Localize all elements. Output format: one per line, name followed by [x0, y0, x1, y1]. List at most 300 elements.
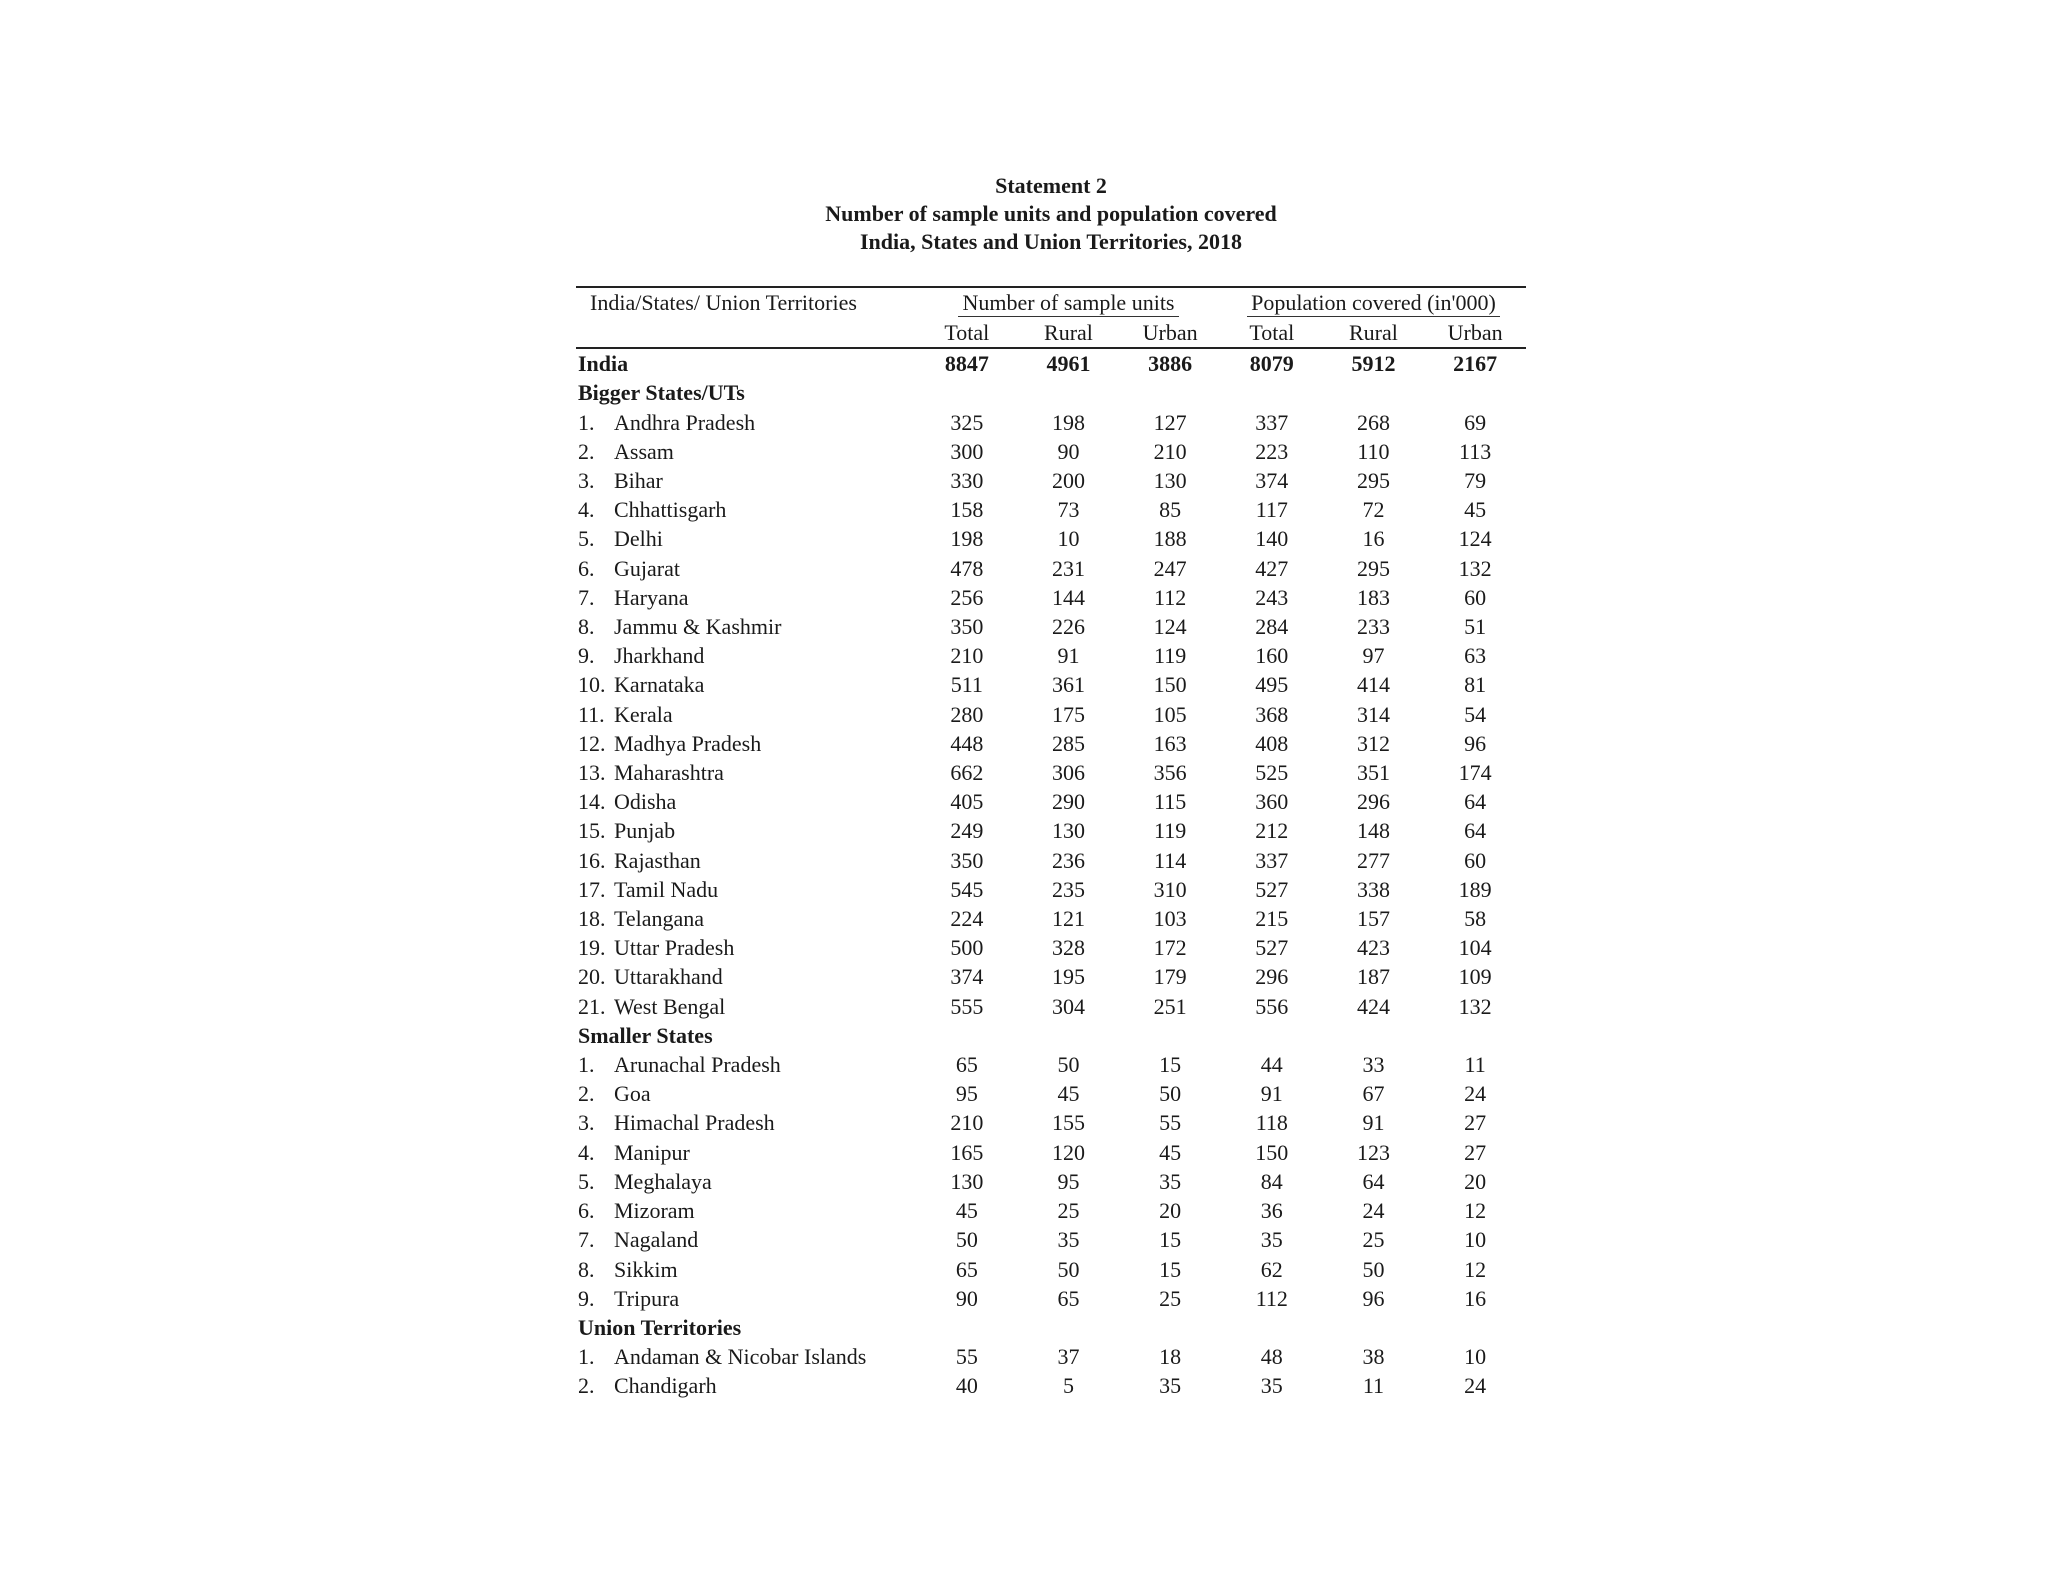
row-name: Delhi	[614, 526, 663, 552]
table-row	[576, 495, 1526, 524]
row-index: 6.	[578, 555, 595, 581]
row-name-cell	[576, 1342, 916, 1371]
row-index: 5.	[578, 526, 595, 552]
cell-pop-total: 360	[1255, 789, 1289, 815]
cell-pop-rural: 295	[1356, 468, 1390, 494]
cell-units-total: 165	[950, 1139, 984, 1165]
cell-units-rural: 236	[1051, 847, 1085, 873]
cell-pop-total: 368	[1255, 701, 1289, 727]
cell-units-urban: 179	[1153, 964, 1187, 990]
cell-pop-total: 215	[1255, 906, 1289, 932]
cell-pop-urban: 12	[1464, 1198, 1487, 1224]
cell-pop-urban: 109	[1458, 964, 1492, 990]
row-index: 2.	[578, 1081, 595, 1107]
cell-units-urban: 172	[1153, 935, 1187, 961]
row-name: Gujarat	[614, 555, 680, 581]
cell-pop-urban: 10	[1464, 1227, 1487, 1253]
table-row	[576, 904, 1526, 933]
cell-units-rural: 328	[1051, 935, 1085, 961]
cell-pop-total: 374	[1255, 468, 1289, 494]
column-header-name: India/States/ Union Territories	[576, 287, 916, 318]
table-row-india	[576, 348, 1526, 378]
column-header-units-urban: Urban	[1119, 318, 1221, 348]
row-name: Jammu & Kashmir	[614, 614, 782, 640]
cell-units-total: 280	[950, 701, 984, 727]
row-name: Jharkhand	[614, 643, 705, 669]
table-row	[576, 437, 1526, 466]
row-name: Uttar Pradesh	[614, 935, 735, 961]
cell-pop-urban: 96	[1464, 730, 1487, 756]
row-name-cell	[576, 904, 916, 933]
cell-pop-urban: 174	[1458, 760, 1492, 786]
section-row	[576, 1021, 1526, 1050]
cell-pop-total: 36	[1260, 1198, 1283, 1224]
cell-pop-total: 408	[1255, 730, 1289, 756]
cell-pop-urban: 124	[1458, 526, 1492, 552]
cell-units-urban: 55	[1159, 1110, 1182, 1136]
cell-pop-urban: 11	[1464, 1052, 1486, 1078]
cell-pop-total: 62	[1260, 1256, 1283, 1282]
row-name-cell	[576, 466, 916, 495]
cell-pop-total: 495	[1255, 672, 1289, 698]
row-index: 4.	[578, 1139, 595, 1165]
row-index: 1.	[578, 409, 595, 435]
row-index: 9.	[578, 1285, 595, 1311]
row-name: Arunachal Pradesh	[614, 1052, 781, 1078]
row-name-cell	[576, 700, 916, 729]
table-row	[576, 875, 1526, 904]
row-index: 2.	[578, 438, 595, 464]
column-header-pop-total: Total	[1221, 318, 1323, 348]
row-name-cell	[576, 729, 916, 758]
column-header-units-rural: Rural	[1018, 318, 1120, 348]
row-name: Goa	[614, 1081, 651, 1107]
table-row	[576, 846, 1526, 875]
cell-pop-urban: 16	[1464, 1285, 1487, 1311]
statement-subtitle: India, States and Union Territories, 2018	[860, 229, 1242, 254]
cell-units-rural: 50	[1057, 1256, 1080, 1282]
cell-units-rural: 90	[1057, 438, 1080, 464]
cell-pop-total: 427	[1255, 555, 1289, 581]
row-index: 11.	[578, 701, 605, 727]
cell-units-rural: 37	[1057, 1344, 1080, 1370]
cell-pop-rural: 277	[1356, 847, 1390, 873]
section-title: Smaller States	[578, 1022, 713, 1048]
cell-units-urban: 25	[1159, 1285, 1182, 1311]
cell-units-total: 90	[955, 1285, 978, 1311]
statement-title: Number of sample units and population covered	[825, 201, 1277, 226]
cell-pop-urban: 45	[1464, 497, 1487, 523]
cell-units-total: 8847	[944, 351, 989, 377]
row-name-cell	[576, 1225, 916, 1254]
cell-units-rural: 25	[1057, 1198, 1080, 1224]
cell-pop-rural: 24	[1362, 1198, 1385, 1224]
row-name: West Bengal	[614, 993, 726, 1019]
cell-pop-rural: 414	[1356, 672, 1390, 698]
cell-pop-rural: 296	[1356, 789, 1390, 815]
row-name-cell	[576, 1284, 916, 1313]
cell-units-rural: 226	[1051, 614, 1085, 640]
cell-pop-rural: 33	[1362, 1052, 1385, 1078]
cell-units-total: 500	[950, 935, 984, 961]
cell-units-rural: 73	[1057, 497, 1080, 523]
header-row-groups	[576, 287, 1526, 318]
row-index: 20.	[578, 964, 606, 990]
cell-units-total: 210	[950, 643, 984, 669]
cell-pop-total: 243	[1255, 584, 1289, 610]
cell-pop-total: 150	[1255, 1139, 1289, 1165]
cell-units-total: 55	[955, 1344, 978, 1370]
cell-units-total: 478	[950, 555, 984, 581]
cell-pop-rural: 314	[1356, 701, 1390, 727]
cell-pop-urban: 10	[1464, 1344, 1487, 1370]
cell-units-urban: 247	[1153, 555, 1187, 581]
row-name: Chhattisgarh	[614, 497, 727, 523]
cell-units-rural: 304	[1051, 993, 1085, 1019]
cell-pop-rural: 187	[1356, 964, 1390, 990]
cell-units-total: 198	[950, 526, 984, 552]
cell-units-urban: 114	[1154, 847, 1187, 873]
row-name-cell	[576, 583, 916, 612]
row-name: Himachal Pradesh	[614, 1110, 775, 1136]
row-index: 18.	[578, 906, 606, 932]
cell-pop-rural: 110	[1357, 438, 1390, 464]
cell-units-total: 545	[950, 876, 984, 902]
row-name-cell	[576, 1255, 916, 1284]
row-name: Assam	[614, 438, 674, 464]
table-row	[576, 1225, 1526, 1254]
cell-pop-urban: 27	[1464, 1110, 1487, 1136]
row-name-cell	[576, 962, 916, 991]
row-index: 7.	[578, 584, 595, 610]
cell-units-rural: 65	[1057, 1285, 1080, 1311]
cell-units-urban: 130	[1153, 468, 1187, 494]
cell-units-total: 511	[950, 672, 983, 698]
cell-units-urban: 35	[1159, 1168, 1182, 1194]
row-name-cell	[576, 1196, 916, 1225]
table-row	[576, 1050, 1526, 1079]
cell-pop-urban: 81	[1464, 672, 1487, 698]
row-name: Uttarakhand	[614, 964, 723, 990]
cell-pop-rural: 157	[1356, 906, 1390, 932]
row-index: 1.	[578, 1344, 595, 1370]
cell-pop-rural: 268	[1356, 409, 1390, 435]
cell-units-rural: 45	[1057, 1081, 1080, 1107]
cell-pop-urban: 24	[1464, 1081, 1487, 1107]
table-row	[576, 1138, 1526, 1167]
header-row-subcolumns	[576, 318, 1526, 348]
row-name-cell	[576, 1167, 916, 1196]
cell-pop-total: 337	[1255, 847, 1289, 873]
row-name: India	[578, 351, 629, 377]
cell-units-urban: 45	[1159, 1139, 1182, 1165]
cell-pop-total: 35	[1260, 1227, 1283, 1253]
cell-pop-urban: 132	[1458, 555, 1492, 581]
cell-pop-rural: 423	[1356, 935, 1390, 961]
statement-number: Statement 2	[995, 173, 1107, 198]
table-row	[576, 1371, 1526, 1400]
cell-units-rural: 95	[1057, 1168, 1080, 1194]
cell-units-urban: 124	[1153, 614, 1187, 640]
table-row	[576, 466, 1526, 495]
cell-pop-rural: 96	[1362, 1285, 1385, 1311]
row-name-cell	[576, 437, 916, 466]
cell-units-urban: 20	[1159, 1198, 1182, 1224]
document-page	[576, 172, 1526, 1410]
table-row	[576, 1284, 1526, 1313]
row-name: Andhra Pradesh	[614, 409, 756, 435]
table-row	[576, 408, 1526, 437]
cell-units-rural: 144	[1051, 584, 1085, 610]
table-row	[576, 670, 1526, 699]
cell-units-rural: 35	[1057, 1227, 1080, 1253]
cell-units-rural: 10	[1057, 526, 1080, 552]
cell-units-urban: 119	[1154, 643, 1187, 669]
table-row	[576, 612, 1526, 641]
row-name: Mizoram	[614, 1198, 695, 1224]
cell-units-urban: 112	[1154, 584, 1187, 610]
cell-units-rural: 198	[1051, 409, 1085, 435]
cell-pop-urban: 54	[1464, 701, 1487, 727]
row-index: 6.	[578, 1198, 595, 1224]
cell-units-total: 374	[950, 964, 984, 990]
row-name-cell	[576, 758, 916, 787]
cell-units-total: 65	[955, 1256, 978, 1282]
cell-pop-urban: 20	[1464, 1168, 1487, 1194]
cell-units-rural: 200	[1051, 468, 1085, 494]
cell-pop-total: 117	[1255, 497, 1288, 523]
row-name-cell	[576, 408, 916, 437]
cell-units-rural: 120	[1051, 1139, 1085, 1165]
row-name: Haryana	[614, 584, 689, 610]
table-row	[576, 1108, 1526, 1137]
row-name-cell	[576, 875, 916, 904]
cell-units-total: 40	[955, 1373, 978, 1399]
section-row	[576, 1313, 1526, 1342]
cell-pop-total: 84	[1260, 1168, 1283, 1194]
cell-units-total: 350	[950, 614, 984, 640]
row-name-cell	[576, 1050, 916, 1079]
cell-units-urban: 35	[1159, 1373, 1182, 1399]
row-name: Madhya Pradesh	[614, 730, 762, 756]
row-name: Maharashtra	[614, 760, 724, 786]
cell-units-urban: 150	[1153, 672, 1187, 698]
cell-units-total: 662	[950, 760, 984, 786]
cell-pop-rural: 233	[1356, 614, 1390, 640]
cell-pop-urban: 2167	[1453, 351, 1498, 377]
cell-units-total: 158	[950, 497, 984, 523]
cell-units-rural: 130	[1051, 818, 1085, 844]
row-index: 3.	[578, 1110, 595, 1136]
row-name: Manipur	[614, 1139, 690, 1165]
cell-units-total: 65	[955, 1052, 978, 1078]
table-row	[576, 787, 1526, 816]
cell-units-urban: 103	[1153, 906, 1187, 932]
cell-units-rural: 91	[1057, 643, 1080, 669]
cell-pop-rural: 16	[1362, 526, 1385, 552]
table-row	[576, 1167, 1526, 1196]
table-row	[576, 641, 1526, 670]
row-index: 9.	[578, 643, 595, 669]
cell-units-rural: 195	[1051, 964, 1085, 990]
cell-units-total: 300	[950, 438, 984, 464]
cell-units-rural: 231	[1051, 555, 1085, 581]
row-index: 21.	[578, 993, 606, 1019]
cell-pop-urban: 58	[1464, 906, 1487, 932]
cell-pop-urban: 189	[1458, 876, 1492, 902]
cell-units-rural: 175	[1051, 701, 1085, 727]
statement-heading	[576, 172, 1526, 256]
cell-units-total: 210	[950, 1110, 984, 1136]
cell-units-rural: 155	[1051, 1110, 1085, 1136]
row-name: Rajasthan	[614, 847, 701, 873]
row-index: 16.	[578, 847, 606, 873]
cell-units-urban: 18	[1159, 1344, 1182, 1370]
cell-units-total: 448	[950, 730, 984, 756]
cell-units-rural: 306	[1051, 760, 1085, 786]
cell-units-total: 350	[950, 847, 984, 873]
table-body	[576, 348, 1526, 1400]
column-group-sample-units: Number of sample units	[916, 287, 1221, 318]
cell-pop-rural: 312	[1356, 730, 1390, 756]
cell-pop-rural: 91	[1362, 1110, 1385, 1136]
table-row	[576, 1342, 1526, 1371]
cell-units-rural: 290	[1051, 789, 1085, 815]
cell-pop-urban: 27	[1464, 1139, 1487, 1165]
cell-pop-urban: 63	[1464, 643, 1487, 669]
cell-pop-total: 223	[1255, 438, 1289, 464]
cell-units-total: 256	[950, 584, 984, 610]
cell-units-rural: 361	[1051, 672, 1085, 698]
row-name-cell	[576, 612, 916, 641]
cell-units-total: 249	[950, 818, 984, 844]
column-header-pop-urban: Urban	[1424, 318, 1526, 348]
row-name-cell	[576, 787, 916, 816]
row-name-cell	[576, 846, 916, 875]
row-index: 8.	[578, 614, 595, 640]
cell-units-total: 50	[955, 1227, 978, 1253]
cell-units-urban: 105	[1153, 701, 1187, 727]
cell-units-rural: 5	[1062, 1373, 1074, 1399]
row-index: 14.	[578, 789, 606, 815]
cell-pop-total: 35	[1260, 1373, 1283, 1399]
cell-units-rural: 235	[1051, 876, 1085, 902]
cell-pop-total: 44	[1260, 1052, 1283, 1078]
cell-pop-total: 48	[1260, 1344, 1283, 1370]
cell-pop-rural: 183	[1356, 584, 1390, 610]
sample-units-table-wrap	[576, 286, 1526, 1401]
cell-pop-rural: 148	[1356, 818, 1390, 844]
row-name-cell	[576, 670, 916, 699]
cell-pop-rural: 351	[1356, 760, 1390, 786]
row-index: 19.	[578, 935, 606, 961]
row-index: 1.	[578, 1052, 595, 1078]
cell-units-rural: 4961	[1046, 351, 1091, 377]
table-row	[576, 524, 1526, 553]
cell-units-rural: 285	[1051, 730, 1085, 756]
row-index: 2.	[578, 1373, 595, 1399]
cell-units-urban: 3886	[1148, 351, 1193, 377]
row-index: 4.	[578, 497, 595, 523]
table-row	[576, 1255, 1526, 1284]
cell-units-urban: 210	[1153, 438, 1187, 464]
cell-pop-rural: 38	[1362, 1344, 1385, 1370]
row-name-cell	[576, 1108, 916, 1137]
row-index: 17.	[578, 876, 606, 902]
table-row	[576, 1079, 1526, 1108]
row-name: Kerala	[614, 701, 673, 727]
section-row	[576, 378, 1526, 407]
section-title: Union Territories	[578, 1314, 742, 1340]
row-name-cell	[576, 933, 916, 962]
cell-pop-urban: 51	[1464, 614, 1487, 640]
cell-pop-total: 112	[1255, 1285, 1288, 1311]
row-name-cell	[576, 1138, 916, 1167]
cell-units-total: 555	[950, 993, 984, 1019]
cell-units-urban: 188	[1153, 526, 1187, 552]
cell-units-urban: 85	[1159, 497, 1182, 523]
row-name-cell	[576, 495, 916, 524]
cell-units-urban: 310	[1153, 876, 1187, 902]
cell-pop-urban: 60	[1464, 847, 1487, 873]
cell-pop-urban: 79	[1464, 468, 1487, 494]
cell-units-urban: 251	[1153, 993, 1187, 1019]
cell-pop-total: 160	[1255, 643, 1289, 669]
table-row	[576, 992, 1526, 1021]
cell-pop-total: 296	[1255, 964, 1289, 990]
table-row	[576, 583, 1526, 612]
row-name: Odisha	[614, 789, 677, 815]
column-header-pop-rural: Rural	[1323, 318, 1425, 348]
cell-pop-rural: 72	[1362, 497, 1385, 523]
cell-units-urban: 356	[1153, 760, 1187, 786]
row-index: 7.	[578, 1227, 595, 1253]
cell-pop-rural: 338	[1356, 876, 1390, 902]
row-name: Meghalaya	[614, 1168, 712, 1194]
cell-pop-total: 556	[1255, 993, 1289, 1019]
row-name-cell	[576, 554, 916, 583]
cell-units-total: 95	[955, 1081, 978, 1107]
cell-units-urban: 15	[1159, 1256, 1182, 1282]
row-name-cell	[576, 524, 916, 553]
row-name-cell	[576, 816, 916, 845]
cell-pop-urban: 113	[1459, 438, 1492, 464]
cell-units-total: 45	[955, 1198, 978, 1224]
row-index: 3.	[578, 468, 595, 494]
row-index: 13.	[578, 760, 606, 786]
cell-pop-urban: 104	[1458, 935, 1492, 961]
sample-units-table	[576, 286, 1526, 1401]
row-name-cell	[576, 1371, 916, 1400]
cell-pop-total: 212	[1255, 818, 1289, 844]
cell-units-total: 224	[950, 906, 984, 932]
row-name: Telangana	[614, 906, 705, 932]
cell-pop-total: 337	[1255, 409, 1289, 435]
row-index: 5.	[578, 1168, 595, 1194]
table-row	[576, 758, 1526, 787]
cell-units-total: 130	[950, 1168, 984, 1194]
row-index: 12.	[578, 730, 606, 756]
table-row	[576, 962, 1526, 991]
cell-units-total: 405	[950, 789, 984, 815]
cell-units-urban: 15	[1159, 1052, 1182, 1078]
cell-pop-urban: 64	[1464, 789, 1487, 815]
cell-units-rural: 121	[1051, 906, 1085, 932]
row-name: Nagaland	[614, 1227, 699, 1253]
cell-pop-rural: 25	[1362, 1227, 1385, 1253]
section-title: Bigger States/UTs	[578, 380, 745, 406]
cell-units-urban: 163	[1153, 730, 1187, 756]
